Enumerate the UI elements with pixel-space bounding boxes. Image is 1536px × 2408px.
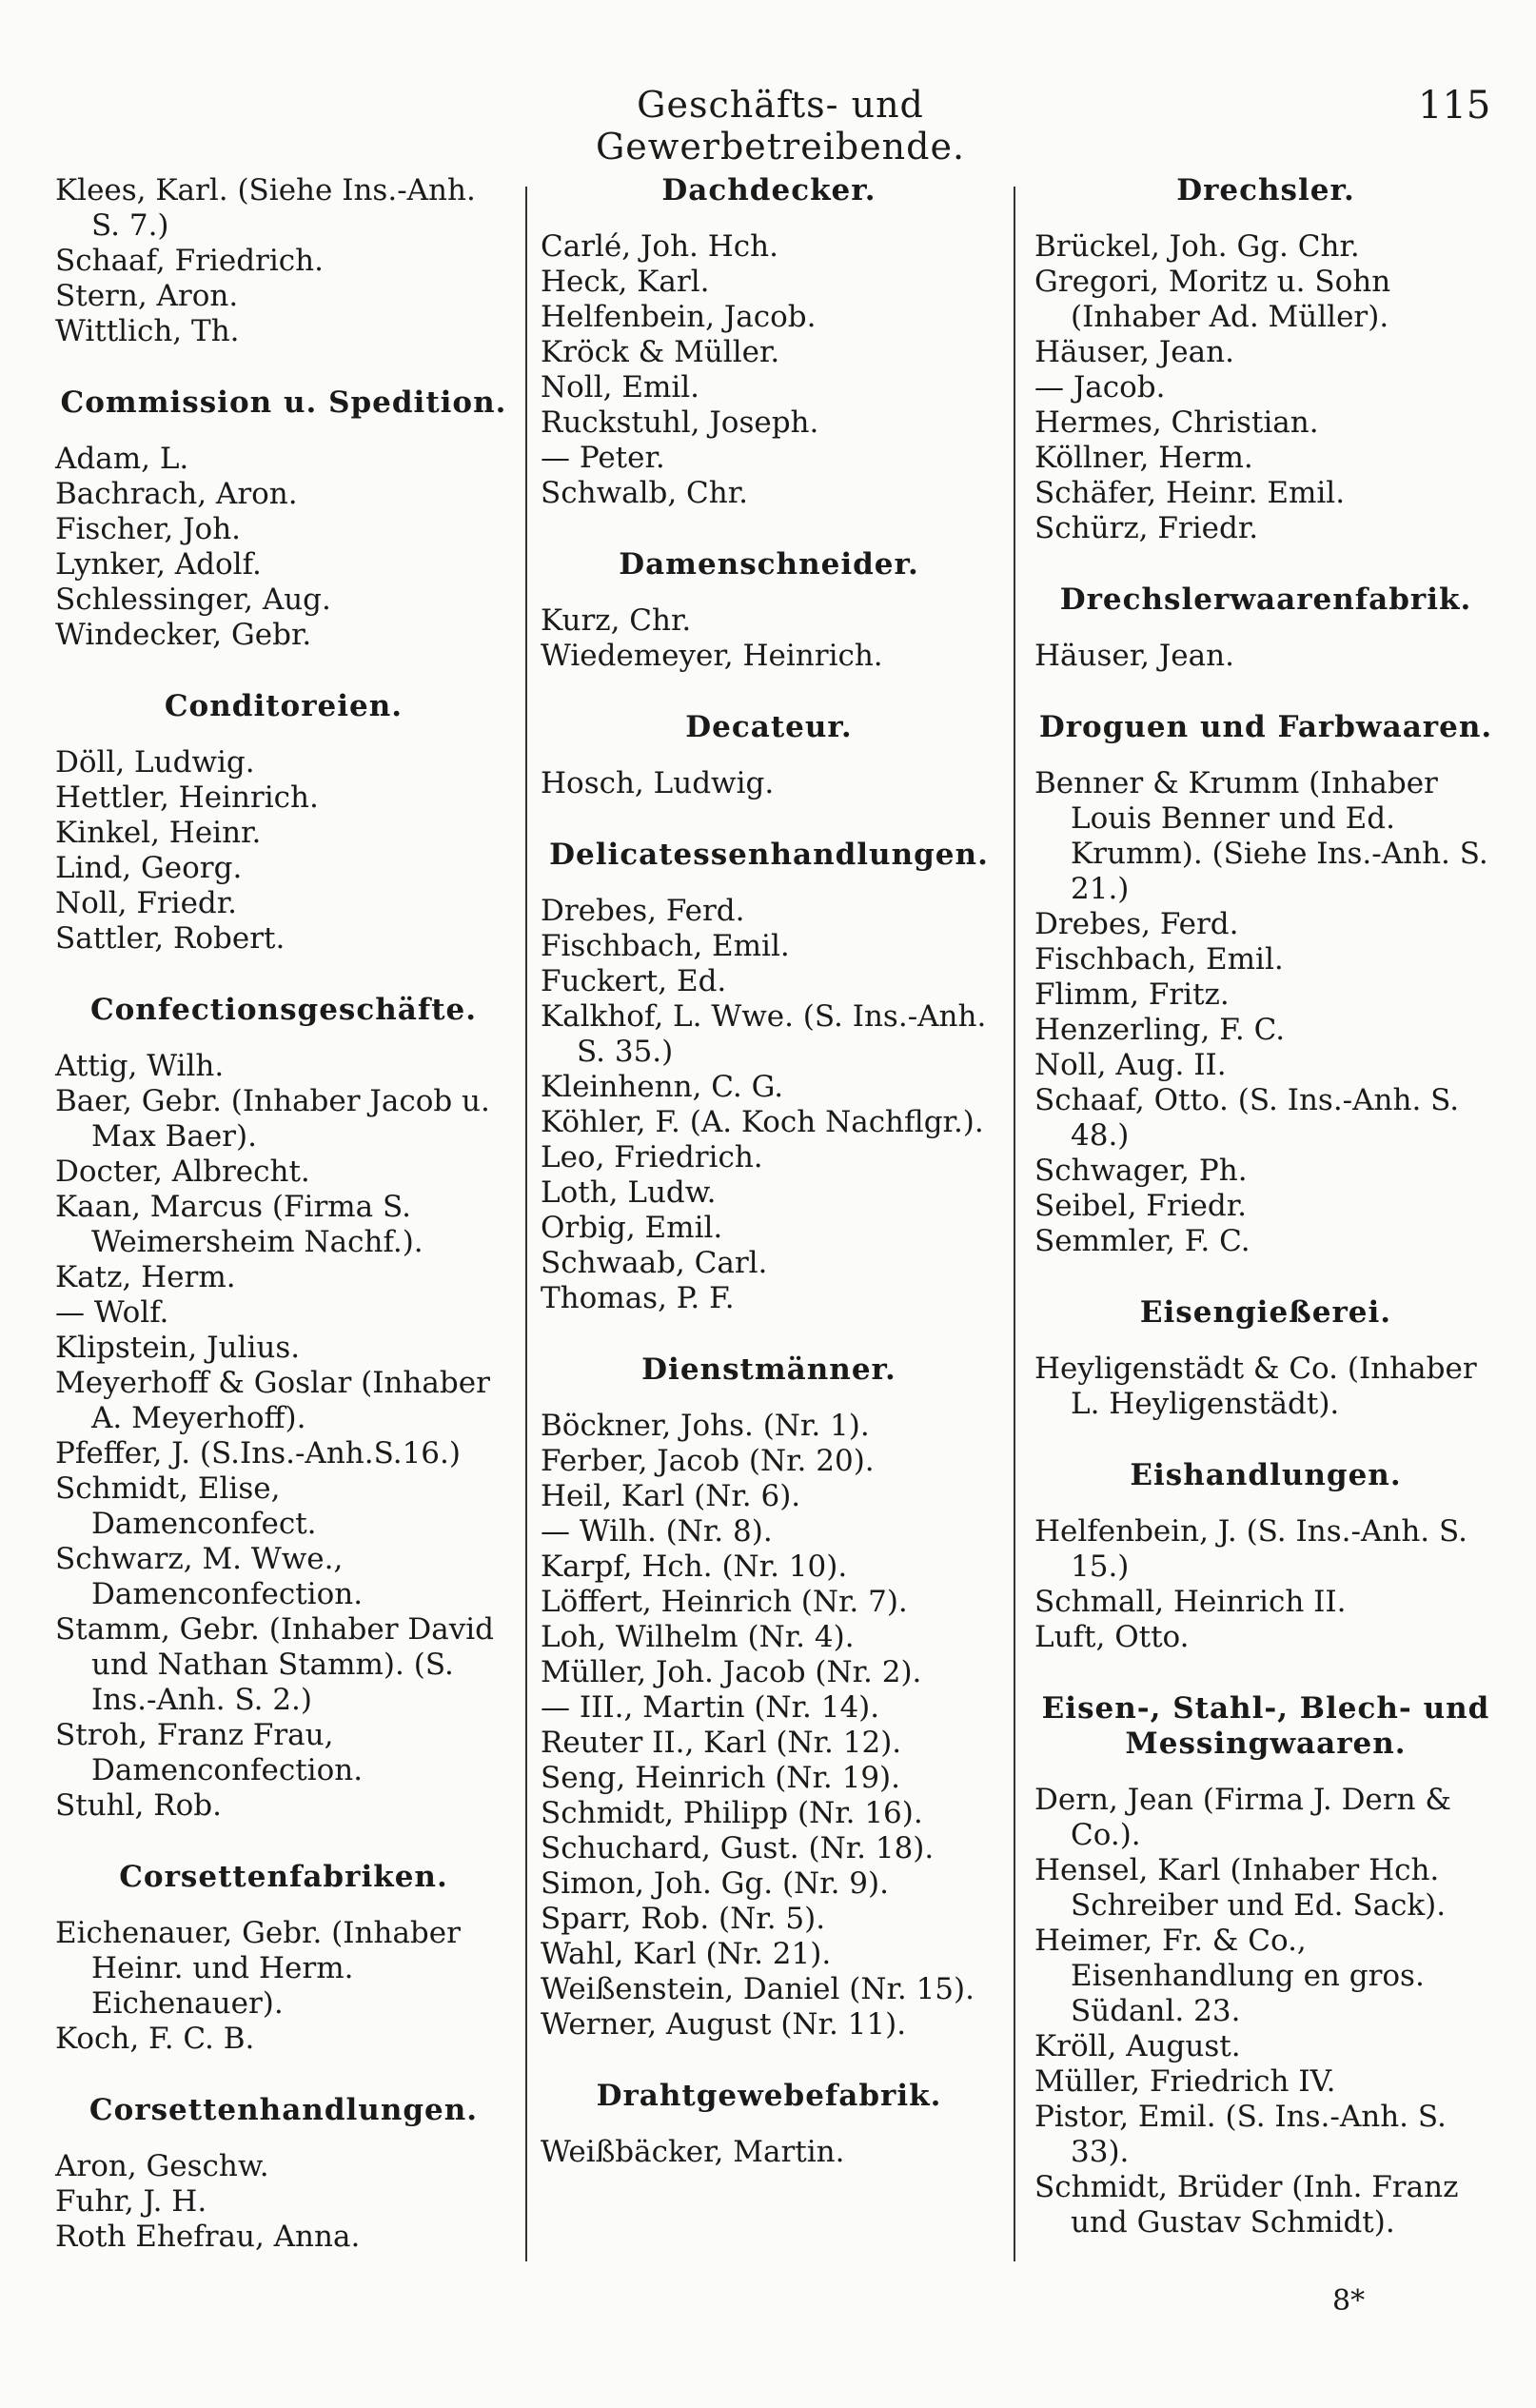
directory-entry: Roth Ehefrau, Anna. [55, 2220, 361, 2254]
directory-entry: Helfenbein, Jacob. [541, 300, 817, 334]
directory-entry: Loh, Wilhelm (Nr. 4). [541, 1620, 855, 1654]
directory-entry: Kurz, Chr. [541, 603, 692, 638]
directory-entry: Loth, Ludw. [541, 1175, 717, 1210]
directory-entry: Schmidt, Philipp (Nr. 16). [541, 1796, 923, 1830]
directory-entry: Simon, Joh. Gg. (Nr. 9). [541, 1866, 889, 1901]
directory-entry: Kleinhenn, C. G. [541, 1070, 784, 1104]
directory-entry: Ferber, Jacob (Nr. 20). [541, 1444, 875, 1478]
directory-section [541, 1352, 997, 2043]
directory-entry: Sattler, Robert. [55, 921, 286, 956]
directory-entry: — Peter. [541, 441, 665, 475]
directory-entry: Kröll, August. [1034, 2029, 1241, 2063]
section-heading: Conditoreien. [164, 689, 404, 723]
page-number: 115 [1418, 84, 1491, 128]
directory-section [541, 710, 997, 801]
directory-entry: Pistor, Emil. (S. Ins.-Anh. S. 33). [1034, 2100, 1456, 2169]
section-heading: Drechslerwaarenfabrik. [1059, 582, 1472, 617]
directory-entry: Wiedemeyer, Heinrich. [541, 639, 883, 673]
directory-entry: Schwarz, M. Wwe., Damenconfection. [55, 1542, 364, 1611]
directory-entry: Eichenauer, Gebr. (Inhaber Heinr. und Herm. Eichenauer). [55, 1916, 470, 2021]
directory-entry: Lynker, Adolf. [55, 547, 262, 582]
directory-entry: Meyerhoff & Goslar (Inhaber A. Meyerhoff). [55, 1366, 500, 1435]
directory-section [1034, 1691, 1497, 2240]
directory-entry: Kaan, Marcus (Firma S. Weimersheim Nachf.). [55, 1190, 423, 1259]
section-heading: Decateur. [685, 710, 853, 744]
directory-section [1034, 1458, 1497, 1655]
section-heading: Delicatessenhandlungen. [549, 838, 989, 872]
directory-section [55, 173, 512, 349]
directory-entry: Seng, Heinrich (Nr. 19). [541, 1761, 901, 1795]
column-3 [1034, 173, 1497, 2240]
directory-section [55, 993, 512, 1824]
directory-entry: Hensel, Karl (Inhaber Hch. Schreiber und Ed. Sack). [1034, 1853, 1449, 1923]
directory-entry: Schwalb, Chr. [541, 476, 748, 510]
directory-entry: Baer, Gebr. (Inhaber Jacob u. Max Baer). [55, 1084, 500, 1154]
directory-section [1034, 173, 1497, 546]
directory-entry: Schuchard, Gust. (Nr. 18). [541, 1831, 935, 1865]
section-heading: Drahtgewebefabrik. [596, 2079, 942, 2113]
directory-entry: Lind, Georg. [55, 851, 243, 885]
directory-section [1034, 582, 1497, 674]
directory-entry: Fischbach, Emil. [1034, 942, 1284, 977]
directory-entry: Noll, Emil. [541, 370, 700, 405]
directory-entry: Stamm, Gebr. (Inhaber David und Nathan Stamm). (S. Ins.-Anh. S. 2.) [55, 1612, 503, 1717]
directory-entry: Koch, F. C. B. [55, 2022, 255, 2056]
directory-entry: Heil, Karl (Nr. 6). [541, 1479, 801, 1513]
directory-entry: Klees, Karl. (Siehe Ins.-Anh. S. 7.) [55, 173, 485, 243]
directory-entry: Stuhl, Rob. [55, 1788, 222, 1823]
directory-entry: Wittlich, Th. [55, 314, 240, 348]
directory-entry: Drebes, Ferd. [541, 894, 745, 928]
directory-entry: Aron, Geschw. [55, 2149, 269, 2183]
directory-section [541, 547, 997, 674]
directory-entry: — Wolf. [55, 1295, 169, 1330]
page-header [0, 84, 1536, 168]
directory-entry: Gregori, Moritz u. Sohn (Inhaber Ad. Müller). [1034, 265, 1401, 334]
directory-section [55, 385, 512, 653]
directory-entry: Schlessinger, Aug. [55, 582, 331, 617]
column-1 [55, 173, 512, 2255]
directory-entry: Heyligenstädt & Co. (Inhaber L. Heyligenstädt). [1034, 1352, 1487, 1421]
section-heading: Confectionsgeschäfte. [89, 993, 478, 1027]
directory-entry: Benner & Krumm (Inhaber Louis Benner und Ed. Krumm). (Siehe Ins.-Anh. S. 21.) [1034, 766, 1498, 906]
directory-entry: Docter, Albrecht. [55, 1155, 310, 1189]
directory-entry: — Wilh. (Nr. 8). [541, 1514, 773, 1549]
directory-entry: Wahl, Karl (Nr. 21). [541, 1937, 832, 1971]
directory-entry: Häuser, Jean. [1034, 335, 1234, 369]
directory-entry: Heimer, Fr. & Co., Eisenhandlung en gros. Südanl. 23. [1034, 1924, 1434, 2028]
directory-entry: Semmler, F. C. [1034, 1224, 1250, 1258]
directory-entry: Köllner, Herm. [1034, 441, 1253, 475]
directory-section [541, 2079, 997, 2170]
directory-entry: Reuter II., Karl (Nr. 12). [541, 1726, 902, 1760]
directory-entry: Schaaf, Friedrich. [55, 244, 324, 278]
section-heading: Drechsler. [1176, 173, 1355, 207]
directory-entry: Hosch, Ludwig. [541, 766, 775, 800]
directory-entry: Helfenbein, J. (S. Ins.-Anh. S. 15.) [1034, 1514, 1477, 1584]
directory-section [1034, 1295, 1497, 1422]
directory-entry: Werner, August (Nr. 11). [541, 2007, 907, 2042]
directory-entry: Schürz, Friedr. [1034, 511, 1259, 545]
directory-entry: Fuckert, Ed. [541, 964, 727, 998]
directory-entry: Pfeffer, J. (S.Ins.-Anh.S.16.) [55, 1436, 461, 1470]
directory-section [55, 2093, 512, 2255]
directory-entry: Kinkel, Heinr. [55, 816, 262, 850]
directory-entry: Köhler, F. (A. Koch Nachflgr.). [541, 1105, 984, 1139]
directory-entry: Stroh, Franz Frau, Damenconfection. [55, 1718, 364, 1787]
directory-entry: Henzerling, F. C. [1034, 1013, 1286, 1047]
directory-entry: Schmall, Heinrich II. [1034, 1585, 1347, 1619]
directory-entry: Drebes, Ferd. [1034, 907, 1239, 941]
column-2 [541, 173, 997, 2170]
directory-entry: Carlé, Joh. Hch. [541, 229, 778, 264]
directory-entry: Schwager, Ph. [1034, 1154, 1248, 1188]
directory-entry: Kalkhof, L. Wwe. (S. Ins.-Anh. S. 35.) [541, 999, 996, 1069]
directory-entry: — III., Martin (Nr. 14). [541, 1690, 880, 1725]
directory-entry: Seibel, Friedr. [1034, 1189, 1248, 1223]
section-heading: Eisengießerei. [1139, 1295, 1392, 1330]
directory-entry: Karpf, Hch. (Nr. 10). [541, 1549, 848, 1584]
directory-entry: Schmidt, Elise, Damenconfect. [55, 1471, 317, 1541]
directory-entry: Windecker, Gebr. [55, 618, 312, 652]
directory-entry: Brückel, Joh. Gg. Chr. [1034, 229, 1360, 264]
directory-entry: Schäfer, Heinr. Emil. [1034, 476, 1346, 510]
directory-entry: Adam, L. [55, 442, 189, 476]
directory-entry: Stern, Aron. [55, 279, 239, 313]
directory-entry: Heck, Karl. [541, 265, 710, 299]
directory-entry: Katz, Herm. [55, 1260, 236, 1294]
directory-section [1034, 710, 1497, 1259]
signature-mark: 8* [1332, 2284, 1366, 2318]
directory-section [55, 689, 512, 957]
directory-entry: Schwaab, Carl. [541, 1246, 768, 1280]
section-heading: Corsettenfabriken. [119, 1860, 448, 1894]
section-heading: Corsettenhandlungen. [89, 2093, 479, 2127]
directory-section [541, 173, 997, 511]
directory-entry: Döll, Ludwig. [55, 745, 255, 780]
column-divider [1014, 187, 1015, 2261]
section-heading: Droguen und Farbwaaren. [1038, 710, 1493, 744]
section-heading: Eishandlungen. [1130, 1458, 1402, 1492]
directory-entry: Noll, Friedr. [55, 886, 238, 920]
directory-entry: Kröck & Müller. [541, 335, 780, 369]
directory-entry: Hermes, Christian. [1034, 405, 1319, 440]
section-heading: Damenschneider. [619, 547, 919, 582]
directory-entry: Hettler, Heinrich. [55, 780, 319, 815]
directory-entry: Attig, Wilh. [55, 1049, 225, 1083]
column-divider [525, 187, 527, 2261]
directory-section [55, 1860, 512, 2057]
section-heading: Dachdecker. [661, 173, 876, 207]
directory-entry: Bachrach, Aron. [55, 477, 298, 511]
directory-entry: Leo, Friedrich. [541, 1140, 763, 1174]
directory-entry: — Jacob. [1034, 370, 1166, 405]
directory-entry: Schaaf, Otto. (S. Ins.-Anh. S. 48.) [1034, 1083, 1469, 1153]
directory-entry: Ruckstuhl, Joseph. [541, 405, 819, 440]
directory-entry: Böckner, Johs. (Nr. 1). [541, 1409, 870, 1443]
directory-entry: Thomas, P. F. [541, 1281, 735, 1315]
directory-entry: Müller, Joh. Jacob (Nr. 2). [541, 1655, 922, 1689]
directory-entry: Schmidt, Brüder (Inh. Franz und Gustav Schmidt). [1034, 2170, 1468, 2240]
directory-section [541, 838, 997, 1316]
section-heading: Commission u. Spedition. [60, 385, 507, 420]
directory-entry: Sparr, Rob. (Nr. 5). [541, 1902, 826, 1936]
running-title: Geschäfts- und Gewerbetreibende. [595, 84, 966, 168]
directory-entry: Dern, Jean (Firma J. Dern & Co.). [1034, 1783, 1461, 1852]
directory-entry: Fuhr, J. H. [55, 2184, 207, 2219]
directory-entry: Häuser, Jean. [1034, 639, 1234, 673]
directory-entry: Fischer, Joh. [55, 512, 242, 546]
directory-entry: Flimm, Fritz. [1034, 977, 1230, 1012]
directory-entry: Luft, Otto. [1034, 1620, 1190, 1654]
directory-entry: Fischbach, Emil. [541, 929, 790, 963]
directory-entry: Noll, Aug. II. [1034, 1048, 1227, 1082]
directory-entry: Klipstein, Julius. [55, 1331, 301, 1365]
directory-entry: Orbig, Emil. [541, 1211, 723, 1245]
directory-entry: Müller, Friedrich IV. [1034, 2064, 1336, 2099]
directory-entry: Weißbäcker, Martin. [541, 2135, 845, 2169]
section-heading: Eisen-, Stahl-, Blech- und Messingwaaren. [1041, 1691, 1490, 1761]
directory-entry: Löffert, Heinrich (Nr. 7). [541, 1585, 908, 1619]
section-heading: Dienstmänner. [641, 1352, 896, 1387]
directory-entry: Weißenstein, Daniel (Nr. 15). [541, 1972, 975, 2006]
